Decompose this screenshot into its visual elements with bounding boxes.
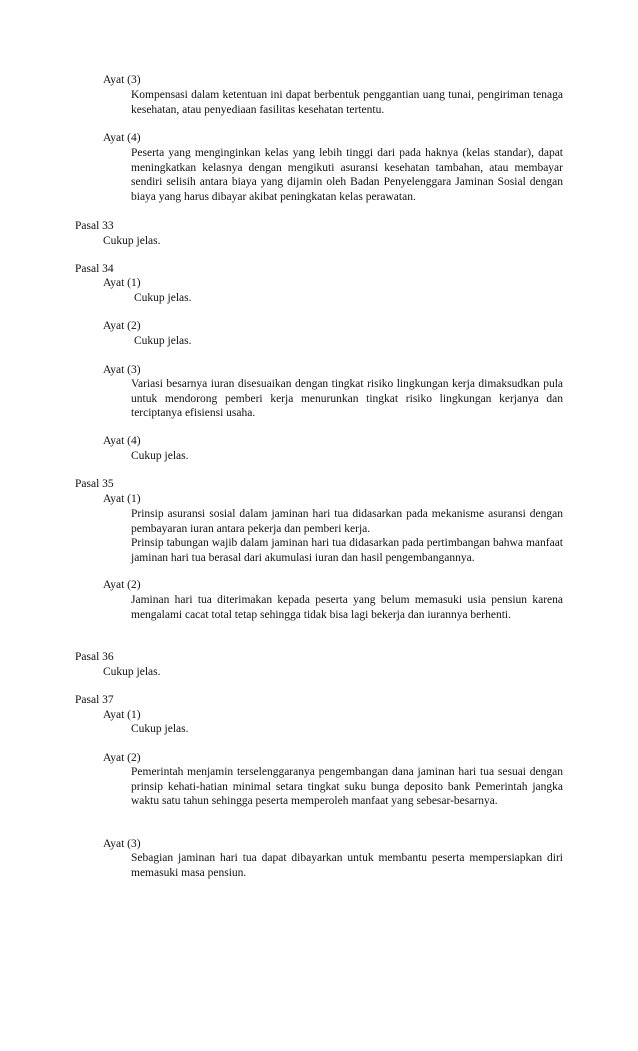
ayat-text: Cukup jelas.: [131, 450, 189, 462]
ayat-text: Cukup jelas.: [134, 292, 192, 304]
ayat-label: Ayat (1): [103, 277, 141, 289]
paragraph: Prinsip asuransi sosial dalam jaminan hari tua didasarkan pada mekanisme asuransi dengan pembayaran iuran antara pekerja dan pemberi kerja.: [131, 508, 563, 535]
pasal-text: Cukup jelas.: [103, 666, 161, 678]
ayat-label: Ayat (1): [103, 493, 141, 505]
ayat-text: Variasi besarnya iuran disesuaikan dengan tingkat risiko lingkungan kerja dimaksudkan pula untuk mendorong pemberi kerja menurunkan tingkat risiko lingkungan kerjanya dan terciptanya efisiensi usaha.: [131, 378, 563, 419]
ayat-text: Pemerintah menjamin terselenggaranya pengembangan dana jaminan hari tua sesuai dengan prinsip kehati-hatian minimal setara tingkat suku bunga deposito bank Pemerintah jangka waktu satu tahun sehingga peserta memperoleh manfaat yang sebesar-besarnya.: [131, 766, 563, 807]
pasal-heading: Pasal 36: [75, 651, 114, 663]
ayat-label: Ayat (2): [103, 320, 141, 332]
ayat-label: Ayat (2): [103, 579, 141, 591]
ayat-text: Cukup jelas.: [134, 335, 192, 347]
ayat-text: Kompensasi dalam ketentuan ini dapat berbentuk penggantian uang tunai, pengiriman tenaga kesehatan, atau penyediaan fasilitas kesehatan tertentu.: [131, 89, 563, 116]
ayat-text: [131, 507, 563, 565]
ayat-label: Ayat (4): [103, 435, 141, 447]
pasal-text: Cukup jelas.: [103, 235, 161, 247]
pasal-heading: Pasal 37: [75, 694, 114, 706]
ayat-label: Ayat (3): [103, 364, 141, 376]
pasal-heading: Pasal 33: [75, 220, 114, 232]
pasal-heading: Pasal 35: [75, 478, 114, 490]
ayat-label: Ayat (3): [103, 838, 141, 850]
ayat-text: Sebagian jaminan hari tua dapat dibayarkan untuk membantu peserta mempersiapkan diri memasuki masa pensiun.: [131, 852, 563, 879]
ayat-label: Ayat (2): [103, 752, 141, 764]
pasal-heading: Pasal 34: [75, 263, 114, 275]
ayat-text: Peserta yang menginginkan kelas yang lebih tinggi dari pada haknya (kelas standar), dapat meningkatkan kelasnya dengan mengikuti asuransi kesehatan tambahan, atau membayar sendiri selisih antara biaya yang dijamin oleh Badan Penyelenggara Jaminan Sosial dengan biaya yang harus dibayar akibat peningkatan kelas perawatan.: [131, 147, 563, 203]
paragraph: Prinsip tabungan wajib dalam jaminan hari tua didasarkan pada pertimbangan bahwa manfaat jaminan hari tua berasal dari akumulasi iuran dan hasil pengembangannya.: [131, 537, 563, 564]
ayat-text: Cukup jelas.: [131, 723, 189, 735]
ayat-label: Ayat (3): [103, 74, 141, 86]
ayat-label: Ayat (4): [103, 132, 141, 144]
ayat-text: Jaminan hari tua diterimakan kepada peserta yang belum memasuki usia pensiun karena mengalami cacat total tetap sehingga tidak bisa lagi bekerja dan iurannya berhenti.: [131, 594, 563, 621]
ayat-label: Ayat (1): [103, 709, 141, 721]
